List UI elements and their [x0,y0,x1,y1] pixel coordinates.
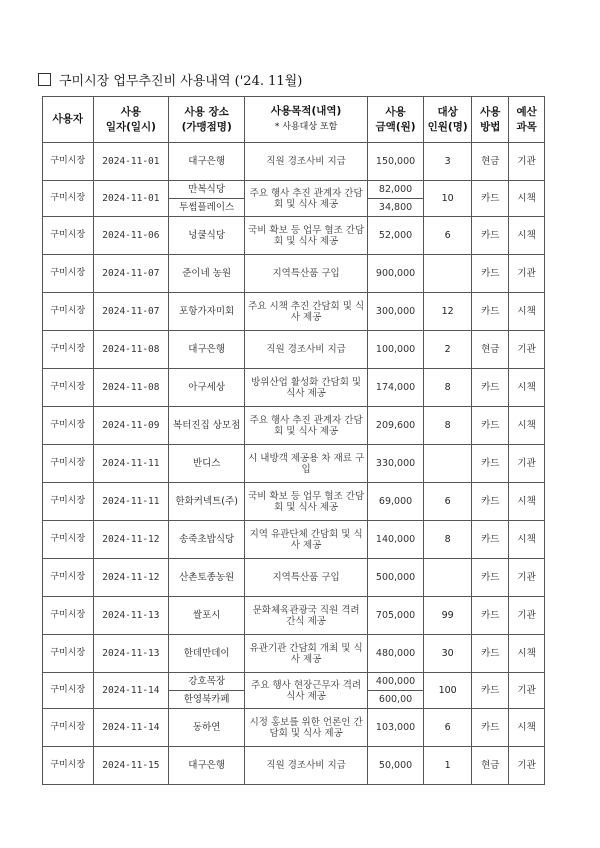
cell-user: 구미시장 [43,407,94,445]
title-text: 구미시장 업무추진비 사용내역 ('24. 11월) [59,74,303,89]
cell-date: 2024-11-13 [93,635,169,673]
cell-method: 카드 [472,445,509,483]
cell-method: 카드 [472,635,509,673]
cell-budget: 시책 [509,369,545,407]
cell-date: 2024-11-09 [93,407,169,445]
cell-people: 30 [423,635,471,673]
cell-date: 2024-11-13 [93,597,169,635]
header-date: 사용 일자(일시) [93,97,169,143]
cell-user: 구미시장 [43,559,94,597]
cell-place: 투썸플레이스 [169,199,245,217]
cell-budget: 시책 [509,709,545,747]
cell-purpose: 시정 홍보를 위한 언론인 간담회 및 식사 제공 [245,709,368,747]
cell-place: 한데만데이 [169,635,245,673]
checkbox-square-icon [38,73,51,86]
cell-method: 카드 [472,217,509,255]
cell-user: 구미시장 [43,181,94,217]
cell-people: 6 [423,709,471,747]
cell-method: 카드 [472,483,509,521]
header-budget: 예산 과목 [509,97,545,143]
cell-people: 8 [423,521,471,559]
table-row [43,483,545,521]
cell-purpose: 직원 경조사비 지급 [245,747,368,785]
cell-user: 구미시장 [43,217,94,255]
cell-place: 아구세상 [169,369,245,407]
cell-date: 2024-11-08 [93,331,169,369]
cell-amount: 400,000 [368,673,424,691]
cell-user: 구미시장 [43,331,94,369]
cell-amount: 140,000 [368,521,424,559]
cell-budget: 기관 [509,559,545,597]
cell-amount: 150,000 [368,143,424,181]
cell-place: 준이네 농원 [169,255,245,293]
cell-method: 카드 [472,369,509,407]
cell-people: 99 [423,597,471,635]
cell-budget: 기관 [509,597,545,635]
cell-people: 3 [423,143,471,181]
cell-date: 2024-11-15 [93,747,169,785]
cell-user: 구미시장 [43,143,94,181]
cell-budget: 기관 [509,747,545,785]
cell-people [423,445,471,483]
cell-place: 복터진집 상모점 [169,407,245,445]
cell-date: 2024-11-14 [93,673,169,709]
table-row [43,255,545,293]
cell-date: 2024-11-12 [93,559,169,597]
cell-purpose: 지역특산품 구입 [245,255,368,293]
cell-user: 구미시장 [43,255,94,293]
cell-user: 구미시장 [43,293,94,331]
header-purpose: 사용목적(내역) * 사용대상 포함 [245,97,368,143]
cell-date: 2024-11-11 [93,483,169,521]
cell-date: 2024-11-12 [93,521,169,559]
document-title [38,70,302,89]
cell-budget: 시책 [509,293,545,331]
cell-people: 2 [423,331,471,369]
cell-place: 넝쿨식당 [169,217,245,255]
expense-table [42,96,545,785]
cell-amount: 103,000 [368,709,424,747]
table-row [43,293,545,331]
cell-purpose: 지역특산품 구입 [245,559,368,597]
cell-user: 구미시장 [43,369,94,407]
cell-amount: 52,000 [368,217,424,255]
cell-place: 한영북카페 [169,691,245,709]
cell-amount: 480,000 [368,635,424,673]
cell-place: 대구은행 [169,143,245,181]
cell-budget: 시책 [509,521,545,559]
cell-amount: 900,000 [368,255,424,293]
cell-method: 카드 [472,255,509,293]
cell-purpose: 주요 행사 추진 관계자 간담회 및 식사 제공 [245,181,368,217]
cell-people: 1 [423,747,471,785]
table-row [43,331,545,369]
cell-budget: 기관 [509,331,545,369]
cell-method: 카드 [472,181,509,217]
cell-budget: 시책 [509,407,545,445]
table-row [43,143,545,181]
cell-amount: 69,000 [368,483,424,521]
cell-budget: 시책 [509,217,545,255]
cell-purpose: 주요 행사 추진 관계자 간담회 및 식사 제공 [245,407,368,445]
cell-date: 2024-11-01 [93,181,169,217]
cell-user: 구미시장 [43,521,94,559]
table-row [43,217,545,255]
cell-method: 카드 [472,597,509,635]
cell-date: 2024-11-11 [93,445,169,483]
cell-amount: 82,000 [368,181,424,199]
table-row [43,559,545,597]
cell-user: 구미시장 [43,445,94,483]
cell-purpose: 방위산업 활성화 간담회 및 식사 제공 [245,369,368,407]
cell-purpose: 직원 경조사비 지급 [245,143,368,181]
cell-date: 2024-11-07 [93,255,169,293]
cell-method: 현금 [472,143,509,181]
cell-user: 구미시장 [43,483,94,521]
cell-date: 2024-11-14 [93,709,169,747]
cell-purpose: 문화체육관광국 직원 격려 간식 제공 [245,597,368,635]
header-amount: 사용 금액(원) [368,97,424,143]
header-row [43,97,545,143]
cell-place: 쌀포시 [169,597,245,635]
table-row [43,747,545,785]
cell-place: 반디스 [169,445,245,483]
cell-people [423,255,471,293]
cell-user: 구미시장 [43,673,94,709]
cell-people: 100 [423,673,471,709]
cell-place: 동하연 [169,709,245,747]
header-method: 사용 방법 [472,97,509,143]
cell-purpose: 국비 확보 등 업무 협조 간담회 및 식사 제공 [245,217,368,255]
cell-people: 12 [423,293,471,331]
cell-method: 카드 [472,709,509,747]
cell-budget: 시책 [509,635,545,673]
cell-amount: 34,800 [368,199,424,217]
header-people: 대상 인원(명) [423,97,471,143]
cell-user: 구미시장 [43,635,94,673]
cell-purpose: 직원 경조사비 지급 [245,331,368,369]
cell-method: 카드 [472,407,509,445]
header-user: 사용자 [43,97,94,143]
cell-method: 카드 [472,559,509,597]
table-row [43,407,545,445]
cell-user: 구미시장 [43,709,94,747]
cell-method: 현금 [472,331,509,369]
cell-people: 6 [423,483,471,521]
cell-purpose: 유관기관 간담회 개최 및 식사 제공 [245,635,368,673]
cell-purpose: 주요 행사 현장근무자 격려 식사 제공 [245,673,368,709]
cell-amount: 100,000 [368,331,424,369]
cell-budget: 기관 [509,673,545,709]
cell-place: 송죽초밥식당 [169,521,245,559]
cell-user: 구미시장 [43,597,94,635]
table-row [43,673,545,691]
cell-date: 2024-11-07 [93,293,169,331]
cell-budget: 기관 [509,255,545,293]
cell-place: 한화커넥트(주) [169,483,245,521]
cell-purpose: 지역 유관단체 간담회 및 식사 제공 [245,521,368,559]
cell-budget: 기관 [509,143,545,181]
cell-amount: 50,000 [368,747,424,785]
table-row [43,521,545,559]
cell-user: 구미시장 [43,747,94,785]
table-row [43,181,545,199]
table-row [43,445,545,483]
cell-amount: 209,600 [368,407,424,445]
table-row [43,635,545,673]
cell-purpose: 주요 시책 추진 간담회 및 식사 제공 [245,293,368,331]
cell-amount: 705,000 [368,597,424,635]
cell-amount: 174,000 [368,369,424,407]
header-place: 사용 장소 (가맹점명) [169,97,245,143]
cell-method: 카드 [472,293,509,331]
cell-amount: 500,000 [368,559,424,597]
cell-date: 2024-11-08 [93,369,169,407]
cell-date: 2024-11-06 [93,217,169,255]
cell-amount: 600,00 [368,691,424,709]
cell-place: 만복식당 [169,181,245,199]
cell-place: 산촌토종농원 [169,559,245,597]
cell-amount: 300,000 [368,293,424,331]
cell-place: 대구은행 [169,331,245,369]
table-row [43,597,545,635]
cell-people: 8 [423,407,471,445]
cell-people: 10 [423,181,471,217]
table-row [43,709,545,747]
cell-method: 현금 [472,747,509,785]
cell-budget: 기관 [509,445,545,483]
cell-place: 대구은행 [169,747,245,785]
cell-method: 카드 [472,673,509,709]
cell-place: 강호목장 [169,673,245,691]
cell-amount: 330,000 [368,445,424,483]
table-row [43,369,545,407]
cell-date: 2024-11-01 [93,143,169,181]
cell-purpose: 시 내방객 제공용 차 재료 구입 [245,445,368,483]
cell-method: 카드 [472,521,509,559]
cell-purpose: 국비 확보 등 업무 협조 간담회 및 식사 제공 [245,483,368,521]
cell-place: 포항가자미회 [169,293,245,331]
cell-people [423,559,471,597]
cell-budget: 시책 [509,483,545,521]
cell-people: 6 [423,217,471,255]
cell-budget: 시책 [509,181,545,217]
cell-people: 8 [423,369,471,407]
